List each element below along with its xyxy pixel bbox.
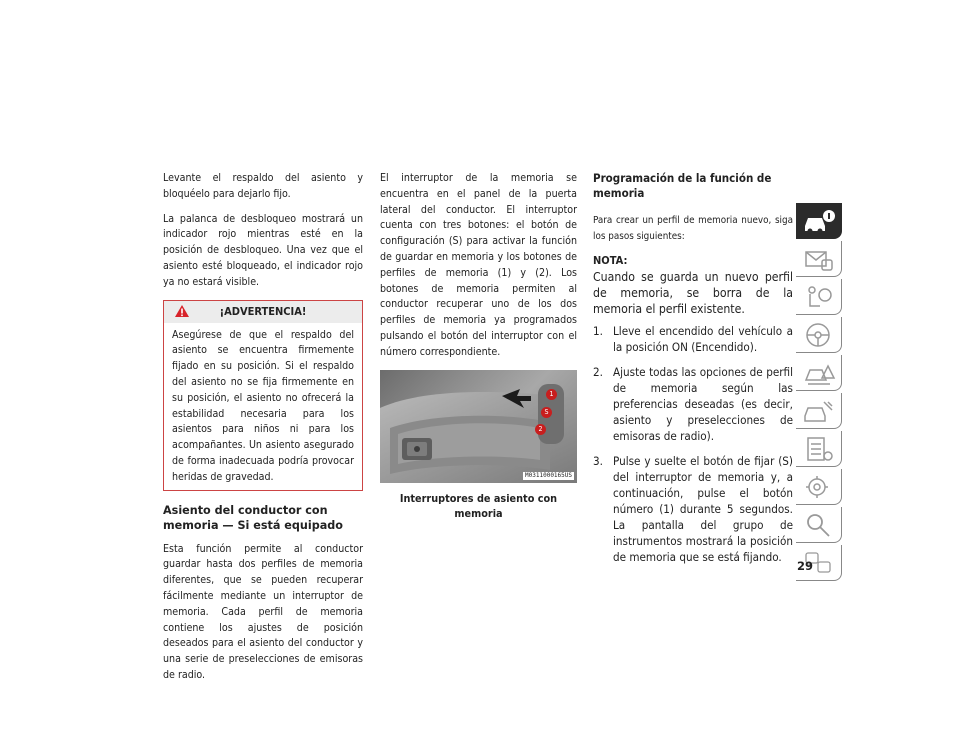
chapter-tabs <box>796 203 842 583</box>
door-panel-illustration <box>380 370 577 483</box>
mail-icon <box>802 244 836 274</box>
warning-box <box>163 300 363 491</box>
tab-driving[interactable] <box>796 317 842 353</box>
tab-multimedia[interactable] <box>796 469 842 505</box>
section-heading: Programación de la función de memoria <box>593 171 772 200</box>
car-info-icon <box>802 206 836 236</box>
tab-messages[interactable] <box>796 241 842 277</box>
memory-button-2[interactable]: 2 <box>535 424 546 435</box>
memory-button-1[interactable]: 1 <box>546 389 557 400</box>
door-panel-photo <box>380 370 577 483</box>
note-text: Cuando se guarda un nuevo perfil de memoria, se borra de la memoria el perfil existente. <box>593 269 793 316</box>
airbag-icon <box>802 282 836 312</box>
list-item: 3. Pulse y suelte el botón de fijar (S) del interruptor de memoria y, a continuación, pulse el botón número (1) durante 5 segundos. La pantalla del grupo de instrumentos mostrará la posición de memoria que se está fijando. <box>593 453 793 564</box>
paragraph: El interruptor de la memoria se encuentra en el panel de la puerta lateral del conductor. El interruptor cuenta con tres botones: el botón de configuración (S) para activar la función de guardar en memoria y los botones de perfiles de memoria (1) y (2). Los botones de memoria permiten al conductor recuperar uno de los dos perfiles de memoria ya programados pulsando el botón del interruptor con el número correspondiente. <box>380 172 577 358</box>
warning-icon <box>174 304 190 318</box>
middle-column <box>380 171 577 522</box>
warning-title: ¡ADVERTENCIA! <box>219 304 307 318</box>
paragraph: La palanca de desbloqueo mostrará un indicador rojo mientras esté en la posición de desbloqueo. Una vez que el asiento esté bloqueado, el indicador rojo ya no estará visible. <box>163 212 363 288</box>
tab-safety[interactable] <box>796 279 842 315</box>
note-label: NOTA: <box>593 254 628 268</box>
tab-service[interactable] <box>796 393 842 429</box>
paragraph: Para crear un perfil de memoria nuevo, siga los pasos siguientes: <box>593 215 793 242</box>
page-number: 29 <box>797 559 814 573</box>
tab-vehicle-info[interactable] <box>796 203 842 239</box>
steering-wheel-icon <box>802 320 836 350</box>
settings-icon <box>802 472 836 502</box>
steps-list <box>593 323 793 565</box>
checklist-icon <box>802 434 836 464</box>
left-column <box>163 171 363 693</box>
breakdown-icon <box>802 358 836 388</box>
warning-text: Asegúrese de que el respaldo del asiento se encuentra firmemente fijado en su posición. Si el respaldo del asiento no se fija firmemente en su posición, el asiento no ofrecerá la estabilidad necesaria para los asientos para niños ni para los acompañantes. Un asiento asegurado de forma inadecuada podría provocar heridas de gravedad. <box>172 328 354 483</box>
tab-index[interactable] <box>796 507 842 543</box>
set-button[interactable]: S <box>541 407 552 418</box>
figure-caption: Interruptores de asiento con memoria <box>399 491 558 521</box>
tab-specifications[interactable] <box>796 431 842 467</box>
section-heading: Asiento del conductor con memoria — Si está equipado <box>163 503 343 532</box>
image-code: M0311000165US <box>525 471 572 479</box>
right-column <box>593 171 793 574</box>
tab-emergency[interactable] <box>796 355 842 391</box>
warning-header <box>164 301 362 323</box>
paragraph: Esta función permite al conductor guardar hasta dos perfiles de memoria diferentes, que se pueden recuperar fácilmente mediante un interruptor de memoria. Cada perfil de memoria contiene los ajustes de posición deseados para el asiento del conductor y una serie de preselecciones de emisoras de radio. <box>163 542 363 681</box>
service-car-icon <box>802 396 836 426</box>
paragraph: Levante el respaldo del asiento y bloquéelo para dejarlo fijo. <box>163 172 363 200</box>
list-item: 2. Ajuste todas las opciones de perfil de memoria según las preferencias deseadas (es decir, asiento y preselecciones de emisoras de radio). <box>593 364 793 443</box>
search-icon <box>802 510 836 540</box>
list-item: 1. Lleve el encendido del vehículo a la posición ON (Encendido). <box>593 323 793 354</box>
